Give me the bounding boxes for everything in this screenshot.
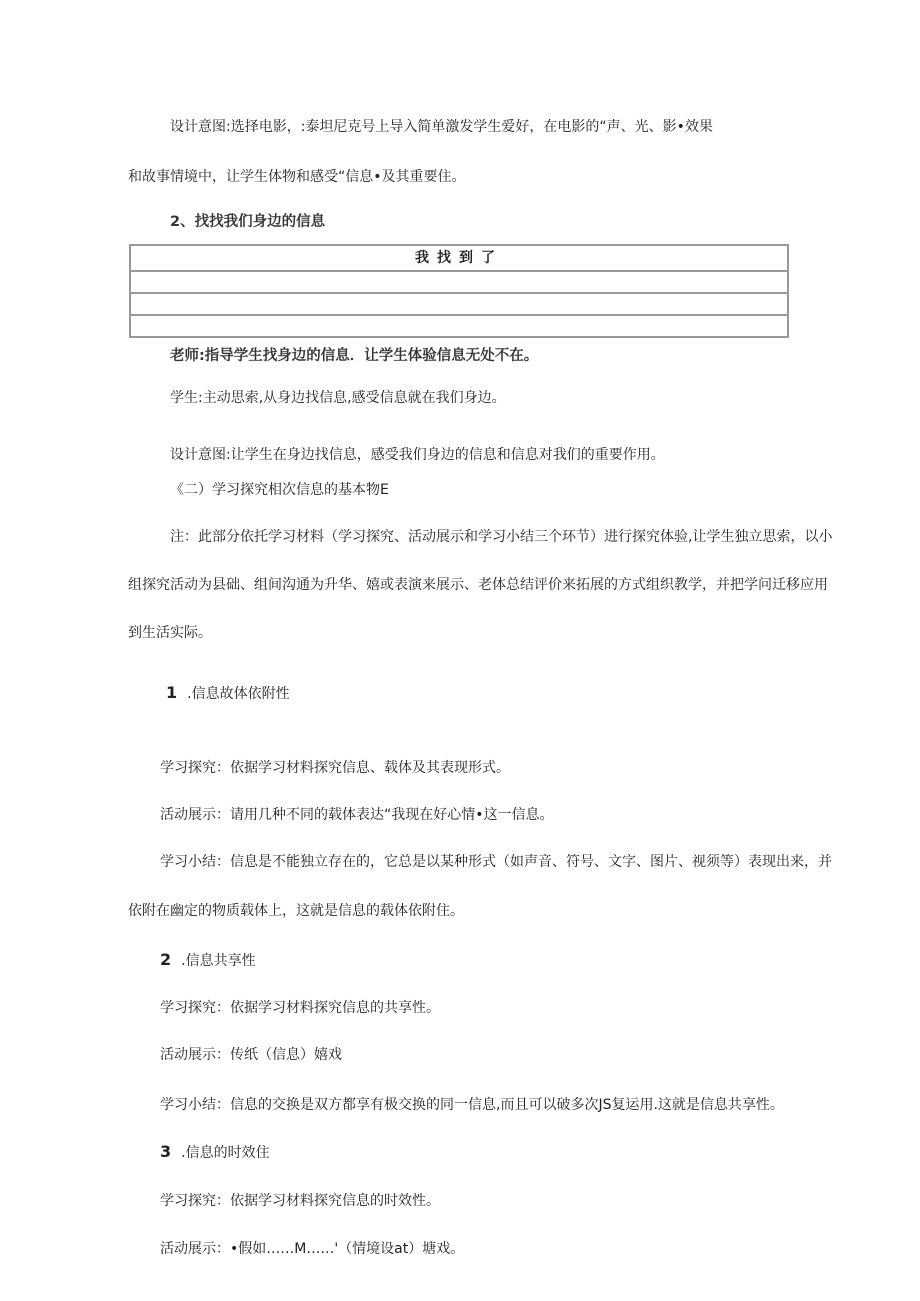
paragraph: 活动展示：•假如……M……'（情境设at）塘戏。	[160, 1241, 465, 1257]
table-row	[131, 270, 787, 292]
paragraph: 和故事情境中，让学生体物和感受“信息•及其重要住。	[128, 169, 466, 185]
item-heading	[160, 951, 256, 970]
section-heading: 《二）学习探究相次信息的基本物E	[170, 482, 389, 498]
paragraph: 学习探究：依据学习材料探究信息、载体及其表现形式。	[160, 760, 510, 776]
paragraph: 学习探究：依据学习材料探究信息的时效性。	[160, 1193, 440, 1209]
paragraph: 学习小结：信息的交换是双方都享有极交换的同一信息,而且可以破多次JS复运用.这就是信息共享性。	[160, 1097, 784, 1113]
paragraph: 依附在幽定的物质载体上，这就是信息的载体依附住。	[128, 903, 464, 919]
item-number: 2	[160, 950, 172, 969]
paragraph: 设计意图:选择电影，:泰坦尼克号上导入简单激发学生爱好，在电影的“声、光、影•效果	[170, 119, 713, 135]
paragraph: 组探究活动为县础、组间沟通为升华、嬉或表演来展示、老体总结评价来拓展的方式组织教学，并把学问迁移应用	[128, 577, 828, 593]
paragraph: 学习探究：依据学习材料探究信息的共享性。	[160, 1000, 440, 1016]
section-heading: 2、找找我们身边的信息	[170, 214, 326, 230]
item-number: 3	[160, 1142, 172, 1161]
paragraph: 老师:指导学生找身边的信息．让学生体验信息无处不在。	[170, 348, 539, 364]
table-row	[131, 292, 787, 314]
table-header: 我找到了	[415, 250, 503, 266]
paragraph: 到生活实际。	[128, 625, 212, 641]
item-title: .信息共享性	[181, 953, 256, 969]
item-heading	[160, 1143, 270, 1162]
paragraph: 学习小结：信息是不能独立存在的，它总是以某种形式（如声音、符号、文字、图片、视须等）表现出来，并	[160, 854, 832, 870]
item-title: .信息故体依附性	[187, 686, 290, 702]
found-table	[129, 244, 789, 338]
item-number: 1	[166, 683, 178, 702]
item-heading	[166, 684, 290, 703]
paragraph: 活动展示：传纸（信息）嬉戏	[160, 1047, 342, 1063]
item-title: .信息的时效住	[181, 1145, 270, 1161]
paragraph: 活动展示：请用几种不同的载体表达“我现在好心情•这一信息。	[160, 807, 554, 823]
paragraph: 学生:主动思索,从身边找信息,感受信息就在我们身边。	[170, 390, 506, 406]
paragraph: 设计意图:让学生在身边找信息，感受我们身边的信息和信息对我们的重要作用。	[170, 447, 665, 463]
paragraph: 注：此部分依托学习材料（学习探究、活动展示和学习小结三个环节）进行探究体验,让学生独立思索，以小	[170, 529, 833, 545]
table-row	[131, 314, 787, 336]
